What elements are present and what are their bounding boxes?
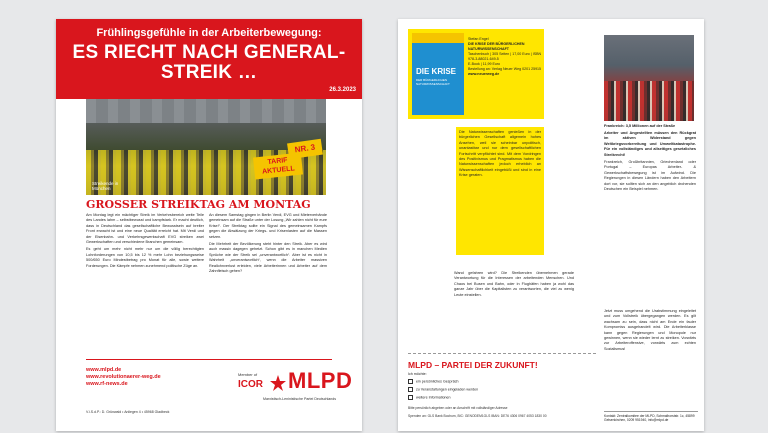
book-description: Die Naturwissenschaften genießen in der bürgerlichen Gesellschaft allgemein hohes Ansehen, weil sie scheinbar unpolitisch, unantastbar und nur dem gesellschaftlichen Fortschritt verpflichtet sind. Mit dem Vordringen des Positivismus und Pragmatismus haben die Naturwissenschaften jedoch erheblich an Wissenschaftlichkeit eingebüßt und sind in eine Krise geraten. bbox=[456, 127, 544, 255]
book-cover bbox=[412, 33, 464, 115]
leaflet-back-page bbox=[398, 19, 704, 431]
book-title: DIE KRISE bbox=[416, 67, 457, 76]
article-column-right-lower: Jetzt muss umgehend die Urabstimmung eingeleitet und zum Vollstreik übergegangen werden. Es gilt wachsam zu sein, dass nicht am Ende ein fauler Kompromiss ausgehandelt wird. Die Arbeiterklasse kann gegen Regierungen und Monopole nur gewinnen, wenn sie wieder lernt zu streiken. Vorwärts zur Arbeiteroffensive, vorwärts zum echten Sozialismus! bbox=[604, 309, 696, 351]
website-links bbox=[86, 367, 161, 388]
imprint: V.i.S.d.P.: D. Grünwald • Anliegen 4 • 45968 Gladbeck bbox=[86, 410, 170, 414]
leaflet-front-page bbox=[56, 19, 362, 431]
donation-info: Spenden an: GLS Bank Bochum, BIC: GENODEM1GLS IBAN: DE76 4306 0967 4053 1830 00 bbox=[408, 414, 547, 418]
paragraph: Die Mehrheit der Bevölkerung steht hinter den Streik. Aber es wird auch massiv dagegen gehetzt. Schon gibt es in manchen Medien Sprüche wie der Streik sei „unverantwortlich“. Aber ist es nicht in Wahrheit „unverantwortlich“, wenn die Arbeiter massiven Reallohnverlust erleiden, viele Arbeiterinnen und Arbeiter auf dem Zahnfleisch gehen? bbox=[209, 242, 327, 274]
photo-caption: Frankreich: 3,5 Millionen auf der Straße bbox=[604, 124, 676, 128]
checkbox[interactable] bbox=[408, 387, 413, 392]
link-rf-news[interactable]: www.rf-news.de bbox=[86, 381, 128, 387]
coupon-intro: Ich möchte: bbox=[408, 372, 427, 376]
coupon-fields-note: Bitte persönlich abgeben oder an Anschrift mit vollständiger Adresse bbox=[408, 406, 508, 410]
mlpd-subtitle: Marxistisch-Leninistische Partei Deutschlands bbox=[263, 397, 337, 401]
paragraph: Frankreich, Großbritannien, Griechenland oder Portugal – Europas Arbeiter- & Gewerkschaftsbewegung ist im Aufwind. Die Regierungen in diesen Ländern haben den Arbeitern dort vor, sie sollten sich an den angeblich drohenden Deutschen ein Beispiel nehmen. bbox=[604, 160, 696, 192]
article-continuation: Wand gefahren wird? Die Streikenden übernehmen gerade Verantwortung für die Interessen der arbeitenden Menschen. Und Chaos bei Busen und Bahn, oder in Flughäfen haben ja wohl das ganze Jahr über die Kapitalisten zu verantworten, die viel zu wenig Leute einstellen. bbox=[454, 271, 574, 297]
checkbox[interactable] bbox=[408, 395, 413, 400]
title-line-1: ES RIECHT NACH GENERAL- bbox=[72, 42, 346, 63]
header-title bbox=[64, 43, 354, 83]
footer-divider bbox=[86, 359, 332, 360]
article-column-right bbox=[209, 213, 327, 355]
photo-caption: Streikende in München bbox=[92, 181, 119, 191]
icor-logo: ICOR bbox=[238, 379, 263, 390]
paragraph: Am Montag legt ein mächtiger Streik im Verkehrsbereich weite Teile des Landes lahm – selbstbewusst und kampfstark. Er macht deutlich, dass in Deutschland das gesellschaftliche Bewusstsein auf breiter Front erwacht ist und eine neue Qualität erreicht hat. Mit Verdi und der Eisenbahn- und Verkehrsgewerkschaft EVG streiken zwei Gewerkschaften und verschiedene Branchen gemeinsam. bbox=[86, 213, 204, 245]
coupon-option[interactable]: weitere Informationen bbox=[408, 395, 451, 400]
mlpd-logo: MLPD bbox=[288, 368, 353, 393]
publisher-link[interactable]: www.neuerweg.de bbox=[468, 72, 500, 76]
membership-coupon bbox=[408, 353, 596, 425]
issue-date: 26.3.2023 bbox=[329, 87, 356, 93]
link-mlpd[interactable]: www.mlpd.de bbox=[86, 367, 122, 373]
book-subtitle: DER BÜRGERLICHEN NATURWISSENSCHAFT bbox=[416, 78, 450, 86]
article-headline: GROSSER STREIKTAG AM MONTAG bbox=[86, 198, 311, 211]
book-price: Taschenbuch | 305 Seiten | 17,00 Euro | ISBN 978-3-88021-649-5 bbox=[468, 52, 542, 61]
coupon-title: MLPD – PARTEI DER ZUKUNFT! bbox=[408, 360, 538, 370]
article-column-right bbox=[604, 131, 696, 303]
order-info: Bestellung an: Verlag Neuer Weg 0201 25915 bbox=[468, 67, 542, 71]
header-kicker: Frühlingsgefühle in der Arbeiterbewegung: bbox=[96, 27, 322, 39]
paragraph: Es geht um mehr nicht mehr nur um die völlig berechtigten Lohnforderungen von 10,5 bis 12 % mehr Lohn beziehungsweise 500/650 Euro Mindestbetrag pro Monat für alle, sowie weitere Forderungen. Die Kämpfe nehmen zunehmend politische Züge an. bbox=[86, 247, 204, 268]
tarif-badge: TARIF AKTUELL bbox=[253, 153, 303, 180]
book-info-title: DIE KRISE DER BÜRGERLICHEN NATURWISSENSCHAFT bbox=[468, 42, 525, 51]
link-revolutionaerer-weg[interactable]: www.revolutionaerer-weg.de bbox=[86, 374, 161, 380]
header-banner bbox=[56, 19, 362, 99]
checkbox[interactable] bbox=[408, 379, 413, 384]
paragraph: An diesem Samstag gingen in Berlin Verdi, EVG und Mieterverbände gemeinsam auf die Straße unter der Losung „Wir zahlen nicht für eure Krise!“. Der Streiktag sollte ein Signal des gemeinsamen Kampfs gegen die Abwälzung der Kriegs- und Krisenlasten auf die Massen setzen. bbox=[209, 213, 327, 239]
contact-info: Kontakt: Zentralkomitee der MLPD, Schmalhorststr. 1c, 45899 Gelsenkirchen, 0209 951940, info@mlpd.de bbox=[604, 411, 698, 423]
issue-number-badge: NR. 3 bbox=[287, 139, 323, 160]
ebook-price: E-Book | 11,99 Euro bbox=[468, 62, 501, 66]
book-info bbox=[468, 37, 546, 77]
article-column-left bbox=[86, 213, 204, 355]
title-line-2: STREIK … bbox=[160, 62, 258, 83]
mlpd-logo-icon bbox=[268, 374, 288, 392]
book-author: Stefan Engel bbox=[468, 37, 489, 41]
icor-member-label: Member of bbox=[238, 372, 258, 377]
coupon-option[interactable]: ein persönliches Gespräch bbox=[408, 379, 459, 384]
coupon-option[interactable]: zu Veranstaltungen eingeladen werden bbox=[408, 387, 478, 392]
france-protest-photo bbox=[604, 35, 694, 121]
paragraph: Arbeiter und Angestellten müssen den Rückgrat im aktiven Widerstand gegen Weltkriegsvorbereitung und Umweltkatastrophe. Für ein vollständiges und allseitiges gesetzliches Streikrecht! bbox=[604, 131, 696, 157]
